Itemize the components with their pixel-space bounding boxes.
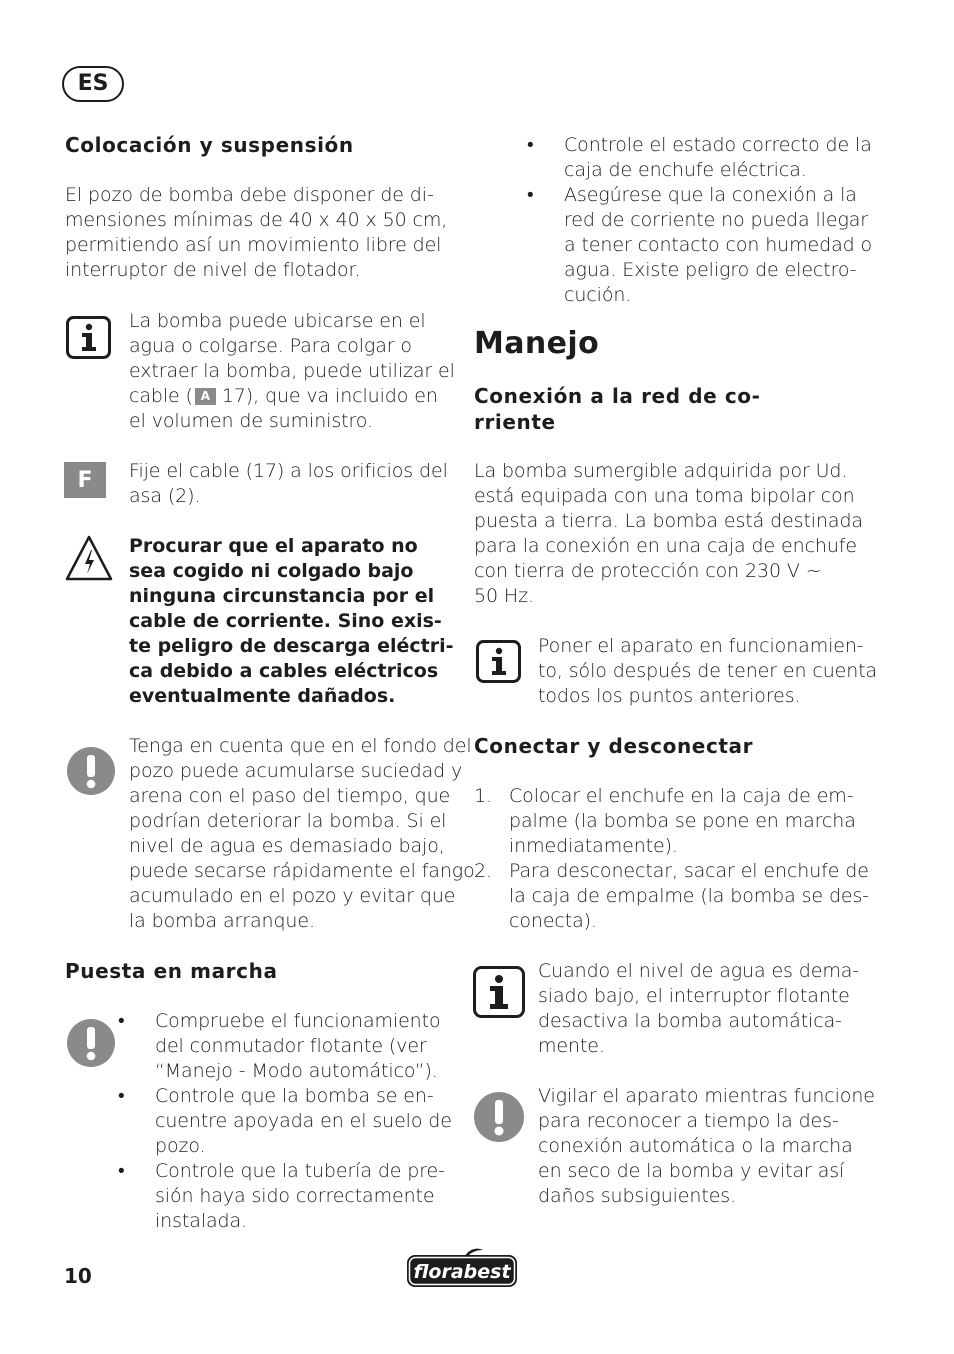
info-icon	[66, 316, 111, 359]
text-line: Para desconectar, sacar el enchufe de	[509, 860, 869, 882]
text-line: puesta a tierra. La bomba está destinada	[474, 510, 863, 532]
checklist-safety	[527, 133, 873, 308]
info-note-funcionamiento	[538, 634, 877, 709]
text-line: del conmutador flotante (ver	[155, 1035, 427, 1057]
chapter-title-manejo: Manejo	[474, 326, 600, 361]
text-line: la caja de empalme (la bomba se des-	[509, 885, 870, 907]
text-line: conecta).	[509, 910, 597, 932]
list-item	[474, 784, 869, 859]
text-line: todos los puntos anteriores.	[538, 685, 801, 707]
bullet-icon: •	[527, 134, 534, 156]
text-line: Controle el estado correcto de la	[564, 134, 872, 156]
section-title-conectar: Conectar y desconectar	[474, 734, 754, 758]
text-line: está equipada con una toma bipolar con	[474, 485, 855, 507]
section-title-puesta-en-marcha: Puesta en marcha	[65, 959, 278, 983]
text-line: ca debido a cables eléctricos	[129, 660, 439, 682]
list-item	[527, 133, 872, 183]
text-line: agua. Existe peligro de electro-	[564, 259, 857, 281]
text-line: Procurar que el aparato no	[129, 535, 418, 557]
text-line: asa (2).	[129, 485, 201, 507]
section-paragraph-colocacion	[65, 183, 447, 283]
text-fragment: 17), que va incluido en	[215, 385, 438, 407]
text-line: El pozo de bomba debe disponer de di-	[65, 184, 434, 206]
text-line: Compruebe el funcionamiento	[155, 1010, 441, 1032]
list-item	[118, 1084, 452, 1159]
bullet-icon: •	[527, 184, 534, 206]
text-line: agua o colgarse. Para colgar o	[129, 335, 412, 357]
text-fragment: cable (	[129, 385, 193, 407]
text-line: mente.	[538, 1035, 605, 1057]
text-line: sión haya sido correctamente	[155, 1185, 435, 1207]
section-paragraph-conexion	[474, 459, 863, 609]
text-line: a tener contacto con humedad o	[564, 234, 873, 256]
text-line: para la conexión en una caja de enchufe	[474, 535, 857, 557]
text-line: cuentre apoyada en el suelo de	[155, 1110, 452, 1132]
text-line: eventualmente dañados.	[129, 685, 396, 707]
text-line: Vigilar el aparato mientras funcione	[538, 1085, 875, 1107]
figure-label-icon: F	[64, 462, 106, 498]
text-line: inmediatamente).	[509, 835, 678, 857]
text-line: palme (la bomba se pone en marcha	[509, 810, 856, 832]
figure-ref-badge: A	[195, 388, 216, 405]
text-line: extraer la bomba, puede utilizar el	[129, 360, 455, 382]
figure-instruction	[129, 459, 448, 509]
text-line: 50 Hz.	[474, 585, 534, 607]
page-number: 10	[64, 1264, 92, 1288]
checklist-puesta-en-marcha	[118, 1009, 452, 1234]
text-line: Tenga en cuenta que en el fondo del	[129, 735, 472, 757]
florabest-logo	[405, 1247, 519, 1289]
section-title-conexion	[474, 383, 761, 435]
text-line: instalada.	[155, 1210, 247, 1232]
text-line: desactiva la bomba automática-	[538, 1010, 842, 1032]
info-note-flotante	[538, 959, 859, 1059]
text-line: red de corriente no pueda llegar	[564, 209, 869, 231]
text-line: pozo.	[155, 1135, 206, 1157]
text-line: en seco de la bomba y evitar así	[538, 1160, 845, 1182]
info-icon	[473, 966, 525, 1018]
info-note-colgar	[129, 309, 455, 434]
exclamation-icon	[473, 1091, 525, 1143]
list-item	[118, 1159, 452, 1234]
bullet-icon: •	[118, 1085, 125, 1107]
text-line: puede secarse rápidamente el fango	[129, 860, 475, 882]
text-line: “Manejo - Modo automático”).	[155, 1060, 438, 1082]
text-line: siado bajo, el interruptor flotante	[538, 985, 850, 1007]
text-line: cución.	[564, 284, 632, 306]
list-item	[118, 1009, 452, 1084]
exclamation-icon	[66, 746, 116, 796]
text-line: interruptor de nivel de flotador.	[65, 259, 361, 281]
text-line: mensiones mínimas de 40 x 40 x 50 cm,	[65, 209, 448, 231]
text-line: conexión automática o la marcha	[538, 1135, 853, 1157]
list-item	[527, 183, 873, 308]
text-line: to, sólo después de tener en cuenta	[538, 660, 878, 682]
text-line: nivel de agua es demasiado bajo,	[129, 835, 445, 857]
text-line: Asegúrese que la conexión a la	[564, 184, 857, 206]
text-line: podrían deteriorar la bomba. Si el	[129, 810, 447, 832]
text-line: el volumen de suministro.	[129, 410, 373, 432]
text-line: con tierra de protección con 230 V ~	[474, 560, 822, 582]
steps-conectar	[474, 784, 870, 934]
list-item	[474, 859, 870, 934]
text-line: arena con el paso del tiempo, que	[129, 785, 451, 807]
text-line: Controle que la bomba se en-	[155, 1085, 434, 1107]
text-line: ninguna circunstancia por el	[129, 585, 435, 607]
info-icon	[476, 640, 521, 683]
text-line: la bomba arranque.	[129, 910, 315, 932]
brand-wordmark: florabest	[413, 1261, 511, 1283]
language-badge: ES	[62, 66, 124, 102]
text-line: Cuando el nivel de agua es dema-	[538, 960, 860, 982]
step-number: 1.	[474, 785, 492, 807]
text-line: te peligro de descarga eléctri-	[129, 635, 454, 657]
text-line: cable de corriente. Sino exis-	[129, 610, 442, 632]
text-line: daños subsiguientes.	[538, 1185, 737, 1207]
text-line: rriente	[474, 410, 556, 434]
text-line: para reconocer a tiempo la des-	[538, 1110, 839, 1132]
text-line: La bomba sumergible adquirida por Ud.	[474, 460, 848, 482]
text-line: Poner el aparato en funcionamien-	[538, 635, 864, 657]
text-line: caja de enchufe eléctrica.	[564, 159, 807, 181]
bullet-icon: •	[118, 1160, 125, 1182]
notice-vigilar	[538, 1084, 875, 1209]
text-line	[129, 384, 455, 409]
section-title-colocacion: Colocación y suspensión	[65, 133, 354, 157]
step-number: 2.	[474, 860, 492, 882]
text-line: permitiendo así un movimiento libre del	[65, 234, 442, 256]
text-line: Fije el cable (17) a los orificios del	[129, 460, 448, 482]
electric-warning-text	[129, 534, 454, 709]
bullet-icon: •	[118, 1010, 125, 1032]
text-line: Colocar el enchufe en la caja de em-	[509, 785, 854, 807]
text-line: Controle que la tubería de pre-	[155, 1160, 445, 1182]
text-line: La bomba puede ubicarse en el	[129, 310, 426, 332]
notice-sediment	[129, 734, 475, 934]
text-line: sea cogido ni colgado bajo	[129, 560, 414, 582]
text-line: pozo puede acumularse suciedad y	[129, 760, 463, 782]
electric-warning-icon	[64, 534, 114, 582]
exclamation-icon	[66, 1018, 116, 1068]
text-line: acumulado en el pozo y evitar que	[129, 885, 456, 907]
text-line: Conexión a la red de co-	[474, 384, 761, 408]
